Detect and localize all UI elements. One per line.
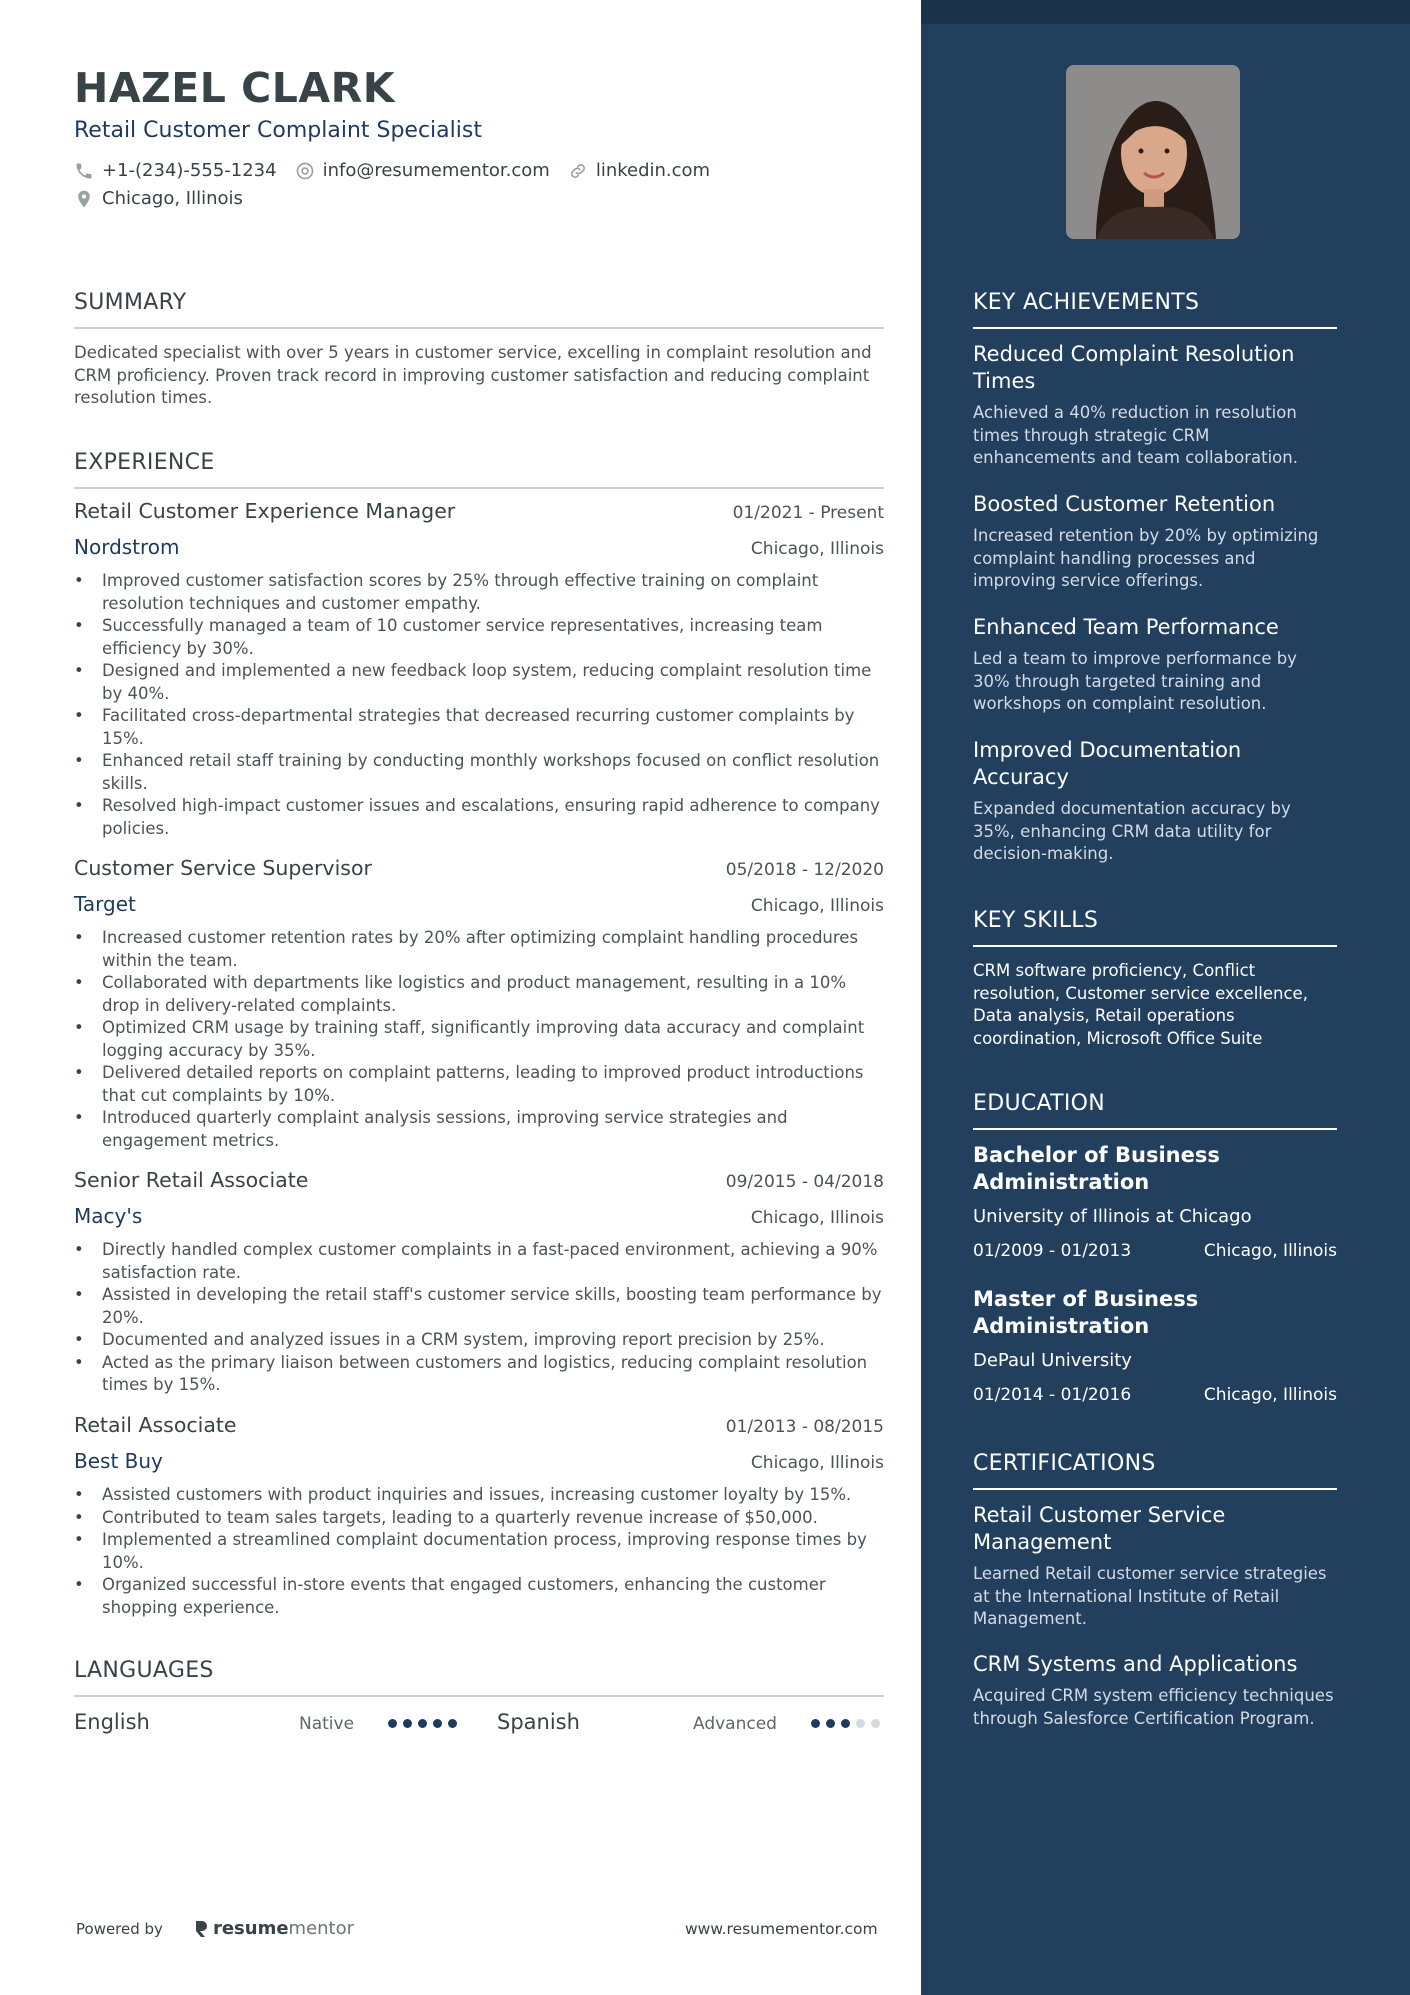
rating-dot-filled (388, 1719, 397, 1728)
job-bullets (74, 1484, 884, 1619)
education-location: Chicago, Illinois (1203, 1385, 1337, 1405)
bullet-item: • Organized successful in-store events that engaged customers, enhancing the customer shopping experience. (74, 1574, 884, 1619)
job-entry (74, 499, 884, 840)
map-pin-icon (74, 189, 94, 209)
bullet-item: • Optimized CRM usage by training staff, significantly improving data accuracy and complaint logging accuracy by 35%. (74, 1017, 884, 1062)
rating-dot-filled (433, 1719, 442, 1728)
bullet-item: • Delivered detailed reports on complaint patterns, leading to improved product introductions that cut complaints by 10%. (74, 1062, 884, 1107)
bullet-item: • Improved customer satisfaction scores by 25% through effective training on complaint resolution techniques and customer empathy. (74, 570, 884, 615)
education-school: University of Illinois at Chicago (973, 1206, 1252, 1227)
job-entry (74, 856, 884, 1152)
rating-dot-filled (811, 1719, 820, 1728)
brand-logo[interactable] (193, 1918, 354, 1939)
job-bullets (74, 927, 884, 1152)
achievement-title: Boosted Customer Retention (973, 492, 1276, 516)
rating-dot-empty (871, 1719, 880, 1728)
phone-icon (74, 161, 94, 181)
job-title: Customer Service Supervisor (74, 856, 372, 880)
job-bullets (74, 1239, 884, 1397)
education-degree: Master of Business Administration (973, 1287, 1199, 1338)
certification-title: Retail Customer Service Management (973, 1503, 1226, 1554)
education-degree: Bachelor of Business Administration (973, 1143, 1220, 1194)
certifications-heading: CERTIFICATIONS (973, 1451, 1337, 1490)
bullet-item: • Acted as the primary liaison between customers and logistics, reducing complaint resolution times by 15%. (74, 1352, 884, 1397)
profile-photo (1066, 65, 1240, 239)
languages-heading: LANGUAGES (74, 1658, 884, 1697)
language-level: Advanced (693, 1714, 777, 1734)
bullet-item: • Successfully managed a team of 10 customer service representatives, increasing team efficiency by 30%. (74, 615, 884, 660)
sidebar-top-bar (921, 0, 1410, 24)
bullet-item: • Implemented a streamlined complaint documentation process, improving response times by 10%. (74, 1529, 884, 1574)
job-date: 09/2015 - 04/2018 (725, 1172, 884, 1192)
job-company: Macy's (74, 1204, 143, 1228)
education-location: Chicago, Illinois (1203, 1241, 1337, 1261)
achievements-heading: KEY ACHIEVEMENTS (973, 290, 1337, 329)
job-bullets (74, 570, 884, 840)
achievement-item (973, 491, 1337, 593)
education-school: DePaul University (973, 1350, 1132, 1371)
rating-dot-filled (826, 1719, 835, 1728)
certification-item (973, 1502, 1337, 1631)
brand-light: mentor (288, 1918, 355, 1939)
candidate-role: Retail Customer Complaint Specialist (74, 118, 482, 143)
job-entry (74, 1413, 884, 1619)
bullet-item: • Enhanced retail staff training by conducting monthly workshops focused on conflict resolution skills. (74, 750, 884, 795)
bullet-item: • Resolved high-impact customer issues and escalations, ensuring rapid adherence to company policies. (74, 795, 884, 840)
email-contact[interactable] (295, 160, 550, 181)
location-text: Chicago, Illinois (102, 188, 243, 209)
job-location: Chicago, Illinois (750, 1453, 884, 1473)
contact-row (74, 160, 728, 181)
brand-bold: resume (212, 1918, 289, 1939)
at-icon (295, 161, 315, 181)
bullet-item: • Contributed to team sales targets, leading to a quarterly revenue increase of $50,000. (74, 1507, 884, 1530)
bullet-item: • Designed and implemented a new feedback loop system, reducing complaint resolution time by 40%. (74, 660, 884, 705)
job-company: Best Buy (74, 1449, 163, 1473)
link-icon (568, 161, 588, 181)
summary-text: Dedicated specialist with over 5 years in customer service, excelling in complaint resolution and CRM proficiency. Proven track record in improving customer satisfaction and reducing complaint resolution times. (74, 343, 872, 407)
experience-heading: EXPERIENCE (74, 450, 884, 489)
job-title: Senior Retail Associate (74, 1168, 309, 1192)
job-entry (74, 1168, 884, 1397)
email-text[interactable]: info@resumementor.com (322, 160, 550, 181)
bullet-item: • Collaborated with departments like logistics and product management, resulting in a 10% drop in delivery-related complaints. (74, 972, 884, 1017)
job-location: Chicago, Illinois (750, 1208, 884, 1228)
achievement-title: Enhanced Team Performance (973, 615, 1279, 639)
job-date: 01/2013 - 08/2015 (725, 1417, 884, 1437)
education-item (973, 1286, 1337, 1405)
rating-dot-filled (403, 1719, 412, 1728)
certification-item (973, 1651, 1337, 1730)
bullet-item: • Assisted in developing the retail staff's customer service skills, boosting team performance by 20%. (74, 1284, 884, 1329)
job-location: Chicago, Illinois (750, 539, 884, 559)
sidebar (921, 0, 1410, 1995)
language-level: Native (299, 1714, 355, 1734)
languages-row (74, 1710, 884, 1740)
achievement-item (973, 341, 1337, 470)
achievement-text: Expanded documentation accuracy by 35%, enhancing CRM data utility for decision-making. (973, 799, 1291, 863)
bullet-item: • Increased customer retention rates by 20% after optimizing complaint handling procedures within the team. (74, 927, 884, 972)
certification-text: Acquired CRM system efficiency techniques through Salesforce Certification Program. (973, 1686, 1334, 1728)
job-title: Retail Customer Experience Manager (74, 499, 456, 523)
location-row (74, 188, 261, 209)
rating-dot-filled (448, 1719, 457, 1728)
portrait-image (1066, 65, 1240, 239)
language-rating (388, 1719, 463, 1728)
phone-contact (74, 160, 277, 181)
rating-dot-filled (418, 1719, 427, 1728)
achievement-text: Achieved a 40% reduction in resolution times through strategic CRM enhancements and team collaboration. (973, 403, 1298, 467)
location-contact (74, 188, 243, 209)
phone-text: +1-(234)-555-1234 (102, 160, 277, 181)
achievement-title: Reduced Complaint Resolution Times (973, 342, 1295, 393)
language-name: English (74, 1710, 150, 1734)
achievement-item (973, 614, 1337, 716)
education-date: 01/2014 - 01/2016 (973, 1385, 1132, 1405)
achievement-item (973, 737, 1337, 866)
language-rating (811, 1719, 886, 1728)
rating-dot-empty (856, 1719, 865, 1728)
bullet-item: • Introduced quarterly complaint analysis sessions, improving service strategies and engagement metrics. (74, 1107, 884, 1152)
certification-title: CRM Systems and Applications (973, 1652, 1298, 1676)
job-location: Chicago, Illinois (750, 896, 884, 916)
language-name: Spanish (497, 1710, 580, 1734)
candidate-name: HAZEL CLARK (74, 64, 395, 112)
job-date: 01/2021 - Present (732, 503, 884, 523)
achievement-title: Improved Documentation Accuracy (973, 738, 1242, 789)
education-item (973, 1142, 1337, 1261)
job-date: 05/2018 - 12/2020 (725, 860, 884, 880)
bullet-item: • Facilitated cross-departmental strategies that decreased recurring customer complaints by 15%. (74, 705, 884, 750)
job-company: Nordstrom (74, 535, 180, 559)
bullet-item: • Assisted customers with product inquiries and issues, increasing customer loyalty by 15%. (74, 1484, 884, 1507)
achievement-text: Led a team to improve performance by 30% through targeted training and workshops on complaint resolution. (973, 649, 1297, 713)
rating-dot-filled (841, 1719, 850, 1728)
bullet-item: • Documented and analyzed issues in a CRM system, improving report precision by 25%. (74, 1329, 884, 1352)
job-title: Retail Associate (74, 1413, 237, 1437)
linkedin-contact[interactable] (568, 160, 710, 181)
linkedin-text[interactable]: linkedin.com (595, 160, 711, 181)
skills-text: CRM software proficiency, Conflict resolution, Customer service excellence, Data analysis, Retail operations coordination, Microsoft Office Suite (973, 961, 1308, 1048)
resumementor-logo-icon (193, 1919, 209, 1939)
footer-powered (76, 1918, 354, 1939)
education-heading: EDUCATION (973, 1091, 1337, 1130)
powered-by-text: Powered by (76, 1919, 163, 1938)
certification-text: Learned Retail customer service strategies at the International Institute of Retail Management. (973, 1564, 1327, 1628)
education-date: 01/2009 - 01/2013 (973, 1241, 1132, 1261)
job-company: Target (74, 892, 136, 916)
skills-heading: KEY SKILLS (973, 908, 1337, 947)
bullet-item: • Directly handled complex customer complaints in a fast-paced environment, achieving a 90% satisfaction rate. (74, 1239, 884, 1284)
summary-heading: SUMMARY (74, 290, 884, 329)
footer-website[interactable]: www.resumementor.com (685, 1920, 878, 1938)
achievement-text: Increased retention by 20% by optimizing complaint handling processes and improving service offerings. (973, 526, 1319, 590)
